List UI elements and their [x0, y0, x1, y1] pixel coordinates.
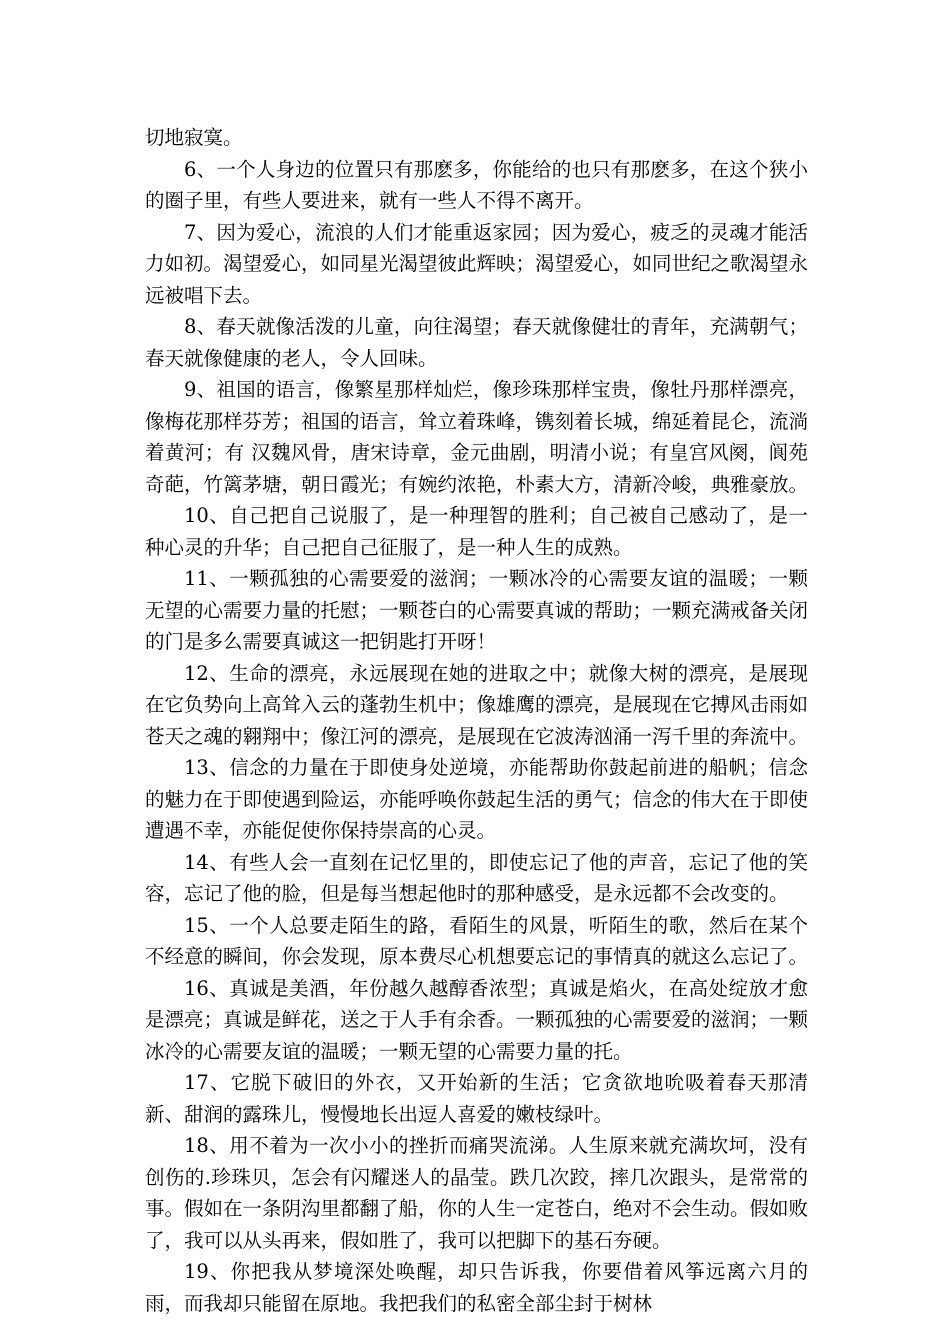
document-page — [145, 122, 808, 1319]
paragraph-15: 15、一个人总要走陌生的路，看陌生的风景，听陌生的歌，然后在某个不经意的瞬间，你会发现，原本费尽心机想要忘记的事情真的就这么忘记了。 — [145, 913, 809, 968]
paragraph-16: 16、真诚是美酒，年份越久越醇香浓型；真诚是焰火，在高处绽放才愈是漂亮；真诚是鲜花，送之于人手有余香。一颗孤独的心需要爱的滋润；一颗冰冷的心需要友谊的温暖；一颗无望的心需要力量的托。 — [145, 976, 809, 1063]
paragraph-14: 14、有些人会一直刻在记忆里的，即使忘记了他的声音，忘记了他的笑容，忘记了他的脸，但是每当想起他时的那种感受，是永远都不会改变的。 — [145, 850, 808, 905]
paragraph-10: 10、自己把自己说服了，是一种理智的胜利；自己被自己感动了，是一种心灵的升华；自己把自己征服了，是一种人生的成熟。 — [145, 504, 808, 559]
paragraph-18: 18、用不着为一次小小的挫折而痛哭流涕。人生原来就充满坎坷，没有创伤的.珍珠贝，怎会有闪耀迷人的晶莹。跌几次跤，摔几次跟头，是常常的事。假如在一条阴沟里都翻了船，你的人生一定苍白，绝对不会生动。假如败了，我可以从头再来，假如胜了，我可以把脚下的基石夯硬。 — [145, 1134, 809, 1252]
paragraph-12: 12、生命的漂亮，永远展现在她的进取之中；就像大树的漂亮，是展现在它负势向上高耸入云的蓬勃生机中；像雄鹰的漂亮，是展现在它搏风击雨如苍天之魂的翱翔中；像江河的漂亮，是展现在它波涛汹涌一泻千里的奔流中。 — [145, 661, 809, 748]
paragraph-continuation: 切地寂寞。 — [145, 126, 243, 149]
paragraph-9: 9、祖国的语言，像繁星那样灿烂，像珍珠那样宝贵，像牡丹那样漂亮，像梅花那样芬芳；祖国的语言，耸立着珠峰，镌刻着长城，绵延着昆仑，流淌着黄河；有 汉魏风骨，唐宋诗章，金元曲剧，明清小说；有皇宫风阕，阆苑奇葩，竹篱茅塘，朝日霞光；有婉约浓艳，朴素大方，清新冷峻，典雅豪放。 — [145, 378, 809, 496]
paragraph-17: 17、它脱下破旧的外衣，又开始新的生活；它贪欲地吮吸着春天那清新、甜润的露珠儿，慢慢地长出逗人喜爱的嫩枝绿叶。 — [145, 1071, 808, 1126]
paragraph-7: 7、因为爱心，流浪的人们才能重返家园；因为爱心，疲乏的灵魂才能活力如初。渴望爱心，如同星光渴望彼此辉映；渴望爱心，如同世纪之歌渴望永远被唱下去。 — [145, 220, 809, 307]
paragraph-11: 11、一颗孤独的心需要爱的滋润；一颗冰冷的心需要友谊的温暖；一颗无望的心需要力量的托慰；一颗苍白的心需要真诚的帮助；一颗充满戒备关闭的门是多么需要真诚这一把钥匙打开呀！ — [145, 567, 809, 653]
paragraph-13: 13、信念的力量在于即使身处逆境，亦能帮助你鼓起前进的船帆；信念的魅力在于即使遇到险运，亦能呼唤你鼓起生活的勇气；信念的伟大在于即使遭遇不幸，亦能促使你保持崇高的心灵。 — [145, 756, 809, 842]
paragraph-6: 6、一个人身边的位置只有那麽多，你能给的也只有那麽多，在这个狭小的圈子里，有些人要进来，就有一些人不得不离开。 — [145, 157, 808, 212]
paragraph-19: 19、你把我从梦境深处唤醒，却只告诉我，你要借着风筝远离六月的雨，而我却只能留在原地。我把我们的私密全部尘封于树林 — [145, 1260, 808, 1315]
paragraph-8: 8、春天就像活泼的儿童，向往渴望；春天就像健壮的青年，充满朝气；春天就像健康的老人，令人回味。 — [145, 315, 808, 370]
